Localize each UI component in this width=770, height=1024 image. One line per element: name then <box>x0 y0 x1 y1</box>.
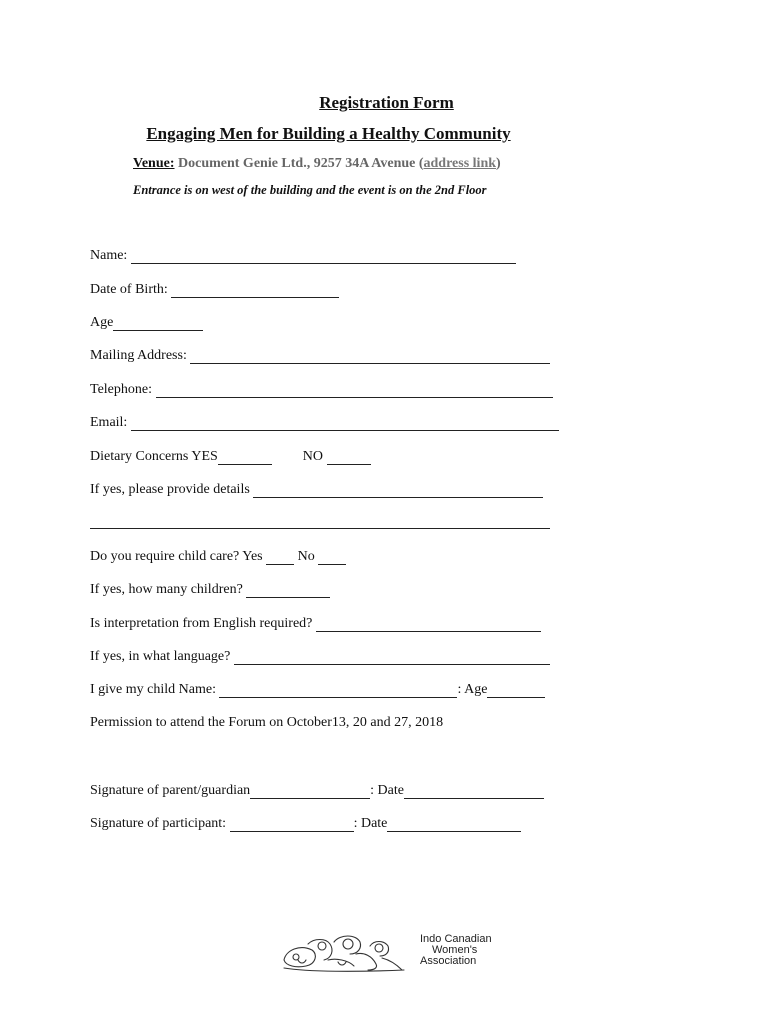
venue-address: Document Genie Ltd., 9257 34A Avenue ( <box>174 156 424 171</box>
age-field[interactable] <box>113 316 203 331</box>
details-label: If yes, please provide details <box>90 482 250 497</box>
email-field[interactable] <box>131 416 559 431</box>
mailing-field[interactable] <box>190 349 550 364</box>
venue-close-paren: ) <box>496 156 501 171</box>
sig-participant-label: Signature of participant: <box>90 816 227 831</box>
permission-text: Permission to attend the Forum on October13, 20 and 27, 2018 <box>90 715 444 730</box>
dob-field[interactable] <box>171 283 339 298</box>
logo-line-3: Association <box>420 955 477 967</box>
language-field[interactable] <box>234 650 550 665</box>
sig-participant-date-field[interactable] <box>387 817 521 832</box>
details-row <box>90 482 543 500</box>
childcare-no-label: No <box>297 549 315 564</box>
age-label: Age <box>90 315 114 330</box>
childcare-yes-field[interactable] <box>266 550 294 565</box>
childcare-row <box>90 549 346 567</box>
name-row <box>90 248 516 266</box>
children-count-label: If yes, how many children? <box>90 582 243 597</box>
dietary-yes-field[interactable] <box>218 450 272 465</box>
dob-label: Date of Birth: <box>90 282 168 297</box>
interpretation-label: Is interpretation from English required? <box>90 616 313 631</box>
children-count-field[interactable] <box>246 583 330 598</box>
sig-participant-row <box>90 816 521 834</box>
venue-label: Venue: <box>133 156 175 171</box>
child-name-row <box>90 682 545 700</box>
permission-row <box>90 715 443 733</box>
child-name-label: I give my child Name: <box>90 682 216 697</box>
interpretation-field[interactable] <box>316 617 541 632</box>
dietary-row <box>90 449 371 467</box>
sig-parent-date-field[interactable] <box>404 784 544 799</box>
details-field-line-2[interactable] <box>90 514 550 529</box>
sig-parent-date-label: : Date <box>370 783 404 798</box>
children-count-row <box>90 582 330 600</box>
interpretation-row <box>90 616 541 634</box>
telephone-label: Telephone: <box>90 382 152 397</box>
child-age-field[interactable] <box>487 683 545 698</box>
language-row <box>90 649 550 667</box>
mailing-label: Mailing Address: <box>90 348 187 363</box>
telephone-field[interactable] <box>156 383 553 398</box>
email-row <box>90 415 559 433</box>
childcare-yes-label: Do you require child care? Yes <box>90 549 263 564</box>
child-name-field[interactable] <box>219 683 457 698</box>
dob-row <box>90 282 339 300</box>
sig-parent-row <box>90 783 544 801</box>
email-label: Email: <box>90 415 128 430</box>
venue-line <box>133 156 501 172</box>
dietary-no-field[interactable] <box>327 450 371 465</box>
form-title: Registration Form <box>319 93 454 112</box>
childcare-no-field[interactable] <box>318 550 346 565</box>
telephone-row <box>90 382 553 400</box>
language-label: If yes, in what language? <box>90 649 231 664</box>
sig-participant-date-label: : Date <box>353 816 388 831</box>
dietary-no-label: NO <box>302 449 324 464</box>
entrance-note: Entrance is on west of the building and the event is on the 2nd Floor <box>133 183 487 197</box>
form-subtitle: Engaging Men for Building a Healthy Community <box>146 124 511 143</box>
logo-text <box>420 934 492 967</box>
age-row <box>90 315 203 333</box>
name-field[interactable] <box>131 249 516 264</box>
sig-parent-label: Signature of parent/guardian <box>90 783 251 798</box>
details-field[interactable] <box>253 483 543 498</box>
logo-line-2: Women's <box>432 944 478 956</box>
details-continuation-row <box>90 513 550 531</box>
child-age-label: : Age <box>457 682 488 697</box>
address-link[interactable]: address link <box>423 156 497 171</box>
name-label: Name: <box>90 248 128 263</box>
logo-line-1: Indo Canadian <box>420 933 492 945</box>
sig-parent-field[interactable] <box>250 784 370 799</box>
dietary-yes-label: Dietary Concerns YES <box>90 449 218 464</box>
mailing-row <box>90 348 550 366</box>
sig-participant-field[interactable] <box>230 817 354 832</box>
